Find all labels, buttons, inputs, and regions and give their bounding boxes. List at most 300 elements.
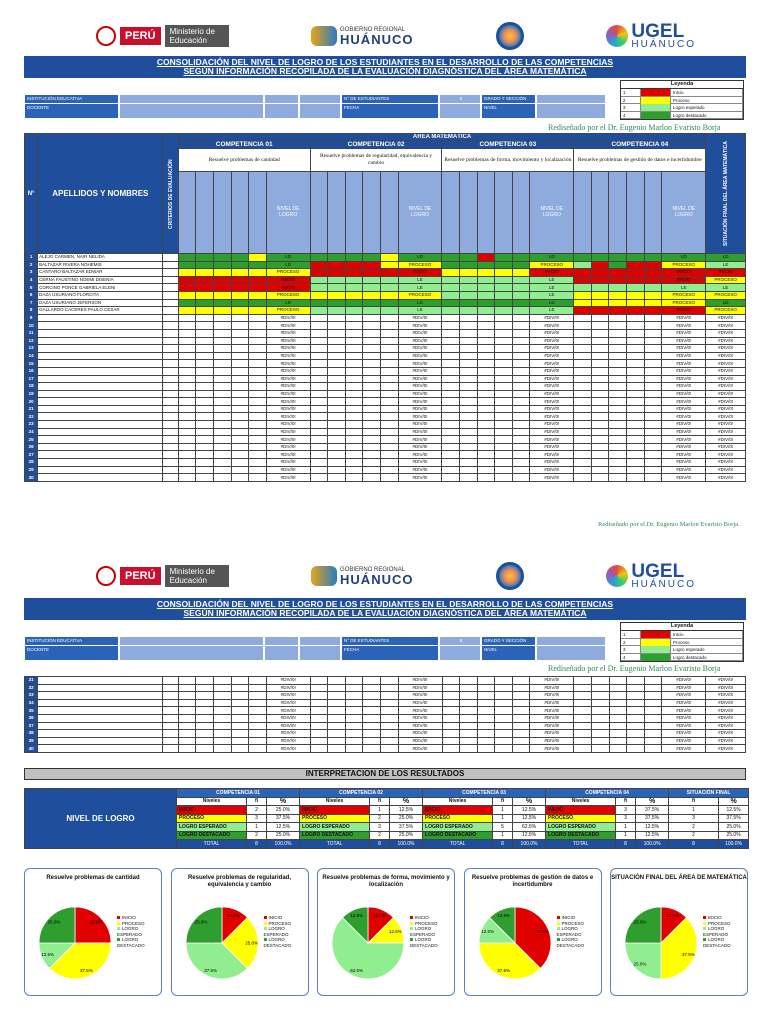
score-cell[interactable] — [477, 337, 495, 345]
score-cell[interactable] — [213, 299, 231, 307]
score-cell[interactable] — [644, 745, 662, 753]
score-cell[interactable] — [627, 737, 645, 745]
score-cell[interactable] — [442, 443, 460, 451]
score-cell[interactable] — [380, 299, 398, 307]
student-name[interactable] — [38, 337, 163, 345]
score-cell[interactable] — [442, 677, 460, 685]
score-cell[interactable] — [345, 405, 363, 413]
score-cell[interactable] — [380, 390, 398, 398]
score-cell[interactable] — [345, 413, 363, 421]
score-cell[interactable] — [231, 413, 249, 421]
score-cell[interactable] — [345, 692, 363, 700]
score-cell[interactable] — [214, 684, 232, 692]
criterio-column[interactable] — [477, 171, 495, 253]
score-cell[interactable] — [627, 261, 645, 269]
score-cell[interactable] — [460, 352, 478, 360]
score-cell[interactable] — [495, 699, 513, 707]
score-cell[interactable] — [345, 443, 363, 451]
score-cell[interactable] — [460, 413, 478, 421]
score-cell[interactable] — [477, 383, 495, 391]
student-name[interactable] — [38, 405, 163, 413]
criterio-column[interactable] — [310, 171, 328, 253]
score-cell[interactable] — [214, 737, 232, 745]
score-cell[interactable] — [627, 307, 645, 315]
score-cell[interactable] — [574, 405, 592, 413]
score-cell[interactable] — [627, 413, 645, 421]
score-cell[interactable] — [231, 375, 249, 383]
score-cell[interactable] — [178, 421, 196, 429]
score-cell[interactable] — [609, 722, 627, 730]
score-cell[interactable] — [328, 459, 346, 467]
score-cell[interactable] — [477, 737, 495, 745]
score-cell[interactable] — [310, 714, 328, 722]
score-cell[interactable] — [627, 677, 645, 685]
score-cell[interactable] — [591, 390, 609, 398]
score-cell[interactable] — [460, 677, 478, 685]
score-cell[interactable] — [477, 307, 495, 315]
score-cell[interactable] — [363, 329, 381, 337]
score-cell[interactable] — [627, 436, 645, 444]
score-cell[interactable] — [363, 459, 381, 467]
score-cell[interactable] — [310, 677, 328, 685]
score-cell[interactable] — [477, 360, 495, 368]
score-cell[interactable] — [512, 466, 530, 474]
score-cell[interactable] — [460, 722, 478, 730]
student-name[interactable] — [38, 329, 163, 337]
student-name[interactable] — [38, 474, 163, 482]
score-cell[interactable] — [495, 428, 513, 436]
score-cell[interactable] — [627, 375, 645, 383]
score-cell[interactable] — [196, 714, 214, 722]
score-cell[interactable] — [609, 745, 627, 753]
score-cell[interactable] — [380, 261, 398, 269]
score-cell[interactable] — [591, 284, 609, 292]
student-name[interactable] — [38, 466, 163, 474]
score-cell[interactable] — [477, 730, 495, 738]
score-cell[interactable] — [345, 436, 363, 444]
score-cell[interactable] — [627, 299, 645, 307]
score-cell[interactable] — [196, 307, 214, 315]
score-cell[interactable] — [477, 443, 495, 451]
score-cell[interactable] — [381, 714, 399, 722]
score-cell[interactable] — [644, 261, 662, 269]
score-cell[interactable] — [363, 436, 381, 444]
score-cell[interactable] — [627, 352, 645, 360]
student-name[interactable] — [38, 722, 163, 730]
docente-field[interactable] — [119, 645, 264, 661]
student-name[interactable] — [38, 737, 163, 745]
score-cell[interactable] — [231, 730, 249, 738]
score-cell[interactable] — [381, 730, 399, 738]
score-cell[interactable] — [574, 421, 592, 429]
score-cell[interactable] — [495, 436, 513, 444]
score-cell[interactable] — [363, 684, 381, 692]
score-cell[interactable] — [231, 337, 249, 345]
score-cell[interactable] — [196, 314, 214, 322]
criterio-column[interactable] — [178, 171, 196, 253]
score-cell[interactable] — [231, 684, 249, 692]
score-cell[interactable] — [627, 459, 645, 467]
score-cell[interactable] — [512, 699, 530, 707]
score-cell[interactable] — [328, 707, 346, 715]
student-name[interactable]: CANTARO BALTAZAR EDWAR — [38, 269, 163, 277]
score-cell[interactable] — [213, 459, 231, 467]
score-cell[interactable] — [495, 677, 513, 685]
student-name[interactable] — [38, 383, 163, 391]
score-cell[interactable] — [495, 684, 513, 692]
score-cell[interactable] — [609, 299, 627, 307]
score-cell[interactable] — [213, 398, 231, 406]
score-cell[interactable] — [644, 443, 662, 451]
score-cell[interactable] — [380, 352, 398, 360]
score-cell[interactable] — [591, 375, 609, 383]
score-cell[interactable] — [381, 722, 399, 730]
score-cell[interactable] — [249, 276, 267, 284]
score-cell[interactable] — [609, 276, 627, 284]
score-cell[interactable] — [460, 269, 478, 277]
score-cell[interactable] — [644, 421, 662, 429]
score-cell[interactable] — [574, 329, 592, 337]
score-cell[interactable] — [310, 684, 328, 692]
score-cell[interactable] — [345, 375, 363, 383]
score-cell[interactable] — [477, 428, 495, 436]
score-cell[interactable] — [213, 307, 231, 315]
score-cell[interactable] — [380, 421, 398, 429]
score-cell[interactable] — [460, 443, 478, 451]
score-cell[interactable] — [460, 428, 478, 436]
score-cell[interactable] — [328, 337, 346, 345]
score-cell[interactable] — [591, 421, 609, 429]
score-cell[interactable] — [460, 398, 478, 406]
student-name[interactable] — [38, 451, 163, 459]
score-cell[interactable] — [196, 443, 214, 451]
score-cell[interactable] — [196, 375, 214, 383]
score-cell[interactable] — [591, 684, 609, 692]
score-cell[interactable] — [345, 730, 363, 738]
criterio-column[interactable] — [249, 171, 267, 253]
score-cell[interactable] — [644, 428, 662, 436]
score-cell[interactable] — [495, 707, 513, 715]
score-cell[interactable] — [442, 261, 460, 269]
score-cell[interactable] — [213, 254, 231, 262]
score-cell[interactable] — [249, 291, 267, 299]
score-cell[interactable] — [380, 284, 398, 292]
student-name[interactable] — [38, 677, 163, 685]
score-cell[interactable] — [442, 413, 460, 421]
score-cell[interactable] — [178, 284, 196, 292]
score-cell[interactable] — [249, 254, 267, 262]
score-cell[interactable] — [178, 375, 196, 383]
score-cell[interactable] — [442, 474, 460, 482]
score-cell[interactable] — [196, 684, 214, 692]
score-cell[interactable] — [363, 443, 381, 451]
score-cell[interactable] — [591, 307, 609, 315]
fecha-field[interactable] — [439, 103, 481, 119]
student-name[interactable] — [38, 443, 163, 451]
score-cell[interactable] — [627, 692, 645, 700]
score-cell[interactable] — [627, 254, 645, 262]
score-cell[interactable] — [345, 261, 363, 269]
score-cell[interactable] — [213, 352, 231, 360]
score-cell[interactable] — [345, 254, 363, 262]
score-cell[interactable] — [213, 405, 231, 413]
score-cell[interactable] — [442, 360, 460, 368]
nivel-field[interactable] — [536, 645, 606, 661]
score-cell[interactable] — [363, 314, 381, 322]
score-cell[interactable] — [178, 707, 196, 715]
score-cell[interactable] — [310, 466, 328, 474]
score-cell[interactable] — [512, 367, 530, 375]
score-cell[interactable] — [609, 314, 627, 322]
score-cell[interactable] — [213, 451, 231, 459]
score-cell[interactable] — [442, 367, 460, 375]
score-cell[interactable] — [512, 375, 530, 383]
score-cell[interactable] — [345, 699, 363, 707]
score-cell[interactable] — [310, 459, 328, 467]
score-cell[interactable] — [574, 299, 592, 307]
score-cell[interactable] — [477, 677, 495, 685]
score-cell[interactable] — [249, 261, 267, 269]
score-cell[interactable] — [512, 269, 530, 277]
score-cell[interactable] — [609, 360, 627, 368]
score-cell[interactable] — [591, 443, 609, 451]
score-cell[interactable] — [178, 443, 196, 451]
score-cell[interactable] — [512, 745, 530, 753]
score-cell[interactable] — [196, 390, 214, 398]
score-cell[interactable] — [328, 451, 346, 459]
score-cell[interactable] — [442, 436, 460, 444]
score-cell[interactable] — [178, 254, 196, 262]
score-cell[interactable] — [512, 276, 530, 284]
score-cell[interactable] — [328, 352, 346, 360]
score-cell[interactable] — [460, 261, 478, 269]
score-cell[interactable] — [310, 314, 328, 322]
score-cell[interactable] — [328, 677, 346, 685]
score-cell[interactable] — [196, 269, 214, 277]
score-cell[interactable] — [345, 269, 363, 277]
score-cell[interactable] — [310, 307, 328, 315]
score-cell[interactable] — [591, 745, 609, 753]
score-cell[interactable] — [345, 383, 363, 391]
score-cell[interactable] — [477, 398, 495, 406]
score-cell[interactable] — [328, 254, 346, 262]
score-cell[interactable] — [644, 276, 662, 284]
score-cell[interactable] — [477, 745, 495, 753]
score-cell[interactable] — [345, 677, 363, 685]
score-cell[interactable] — [591, 261, 609, 269]
score-cell[interactable] — [363, 474, 381, 482]
score-cell[interactable] — [196, 261, 214, 269]
score-cell[interactable] — [460, 684, 478, 692]
score-cell[interactable] — [495, 367, 513, 375]
score-cell[interactable] — [213, 375, 231, 383]
score-cell[interactable] — [328, 474, 346, 482]
score-cell[interactable] — [381, 737, 399, 745]
score-cell[interactable] — [249, 352, 267, 360]
score-cell[interactable] — [574, 254, 592, 262]
score-cell[interactable] — [512, 714, 530, 722]
score-cell[interactable] — [609, 692, 627, 700]
score-cell[interactable] — [231, 459, 249, 467]
student-name[interactable] — [38, 367, 163, 375]
score-cell[interactable] — [574, 413, 592, 421]
score-cell[interactable] — [609, 707, 627, 715]
score-cell[interactable] — [512, 337, 530, 345]
score-cell[interactable] — [442, 291, 460, 299]
score-cell[interactable] — [591, 345, 609, 353]
score-cell[interactable] — [627, 398, 645, 406]
score-cell[interactable] — [249, 692, 267, 700]
score-cell[interactable] — [609, 284, 627, 292]
score-cell[interactable] — [310, 345, 328, 353]
score-cell[interactable] — [591, 451, 609, 459]
score-cell[interactable] — [495, 284, 513, 292]
score-cell[interactable] — [196, 276, 214, 284]
score-cell[interactable] — [380, 413, 398, 421]
score-cell[interactable] — [460, 360, 478, 368]
score-cell[interactable] — [196, 451, 214, 459]
score-cell[interactable] — [363, 699, 381, 707]
score-cell[interactable] — [328, 413, 346, 421]
score-cell[interactable] — [249, 413, 267, 421]
score-cell[interactable] — [345, 737, 363, 745]
student-name[interactable] — [38, 707, 163, 715]
score-cell[interactable] — [495, 443, 513, 451]
score-cell[interactable] — [231, 474, 249, 482]
score-cell[interactable] — [178, 737, 196, 745]
score-cell[interactable] — [196, 299, 214, 307]
score-cell[interactable] — [231, 360, 249, 368]
score-cell[interactable] — [213, 284, 231, 292]
score-cell[interactable] — [574, 345, 592, 353]
score-cell[interactable] — [609, 261, 627, 269]
score-cell[interactable] — [609, 269, 627, 277]
score-cell[interactable] — [574, 451, 592, 459]
score-cell[interactable] — [477, 261, 495, 269]
score-cell[interactable] — [609, 352, 627, 360]
score-cell[interactable] — [460, 307, 478, 315]
score-cell[interactable] — [574, 383, 592, 391]
score-cell[interactable] — [328, 398, 346, 406]
score-cell[interactable] — [477, 367, 495, 375]
score-cell[interactable] — [644, 699, 662, 707]
score-cell[interactable] — [512, 474, 530, 482]
score-cell[interactable] — [363, 276, 381, 284]
score-cell[interactable] — [591, 360, 609, 368]
score-cell[interactable] — [178, 692, 196, 700]
score-cell[interactable] — [328, 345, 346, 353]
score-cell[interactable] — [363, 730, 381, 738]
score-cell[interactable] — [512, 314, 530, 322]
score-cell[interactable] — [231, 269, 249, 277]
student-name[interactable] — [38, 360, 163, 368]
score-cell[interactable] — [231, 451, 249, 459]
score-cell[interactable] — [214, 714, 232, 722]
score-cell[interactable] — [249, 284, 267, 292]
score-cell[interactable] — [363, 677, 381, 685]
score-cell[interactable] — [231, 677, 249, 685]
score-cell[interactable] — [644, 474, 662, 482]
score-cell[interactable] — [363, 451, 381, 459]
score-cell[interactable] — [460, 466, 478, 474]
score-cell[interactable] — [644, 405, 662, 413]
score-cell[interactable] — [591, 291, 609, 299]
score-cell[interactable] — [574, 428, 592, 436]
score-cell[interactable] — [512, 261, 530, 269]
score-cell[interactable] — [627, 367, 645, 375]
score-cell[interactable] — [231, 367, 249, 375]
criterio-column[interactable] — [591, 171, 609, 253]
score-cell[interactable] — [310, 722, 328, 730]
criterio-column[interactable] — [644, 171, 662, 253]
score-cell[interactable] — [178, 383, 196, 391]
score-cell[interactable] — [644, 337, 662, 345]
student-name[interactable] — [38, 714, 163, 722]
score-cell[interactable] — [213, 436, 231, 444]
score-cell[interactable] — [477, 722, 495, 730]
score-cell[interactable] — [380, 398, 398, 406]
score-cell[interactable] — [345, 360, 363, 368]
score-cell[interactable] — [574, 745, 592, 753]
score-cell[interactable] — [178, 699, 196, 707]
score-cell[interactable] — [442, 322, 460, 330]
score-cell[interactable] — [644, 322, 662, 330]
score-cell[interactable] — [178, 322, 196, 330]
score-cell[interactable] — [213, 314, 231, 322]
criterio-column[interactable] — [495, 171, 513, 253]
score-cell[interactable] — [644, 269, 662, 277]
score-cell[interactable] — [363, 337, 381, 345]
score-cell[interactable] — [380, 428, 398, 436]
score-cell[interactable] — [460, 345, 478, 353]
score-cell[interactable] — [231, 254, 249, 262]
score-cell[interactable] — [249, 684, 267, 692]
score-cell[interactable] — [249, 390, 267, 398]
score-cell[interactable] — [477, 714, 495, 722]
score-cell[interactable] — [460, 314, 478, 322]
score-cell[interactable] — [178, 436, 196, 444]
score-cell[interactable] — [574, 367, 592, 375]
score-cell[interactable] — [512, 352, 530, 360]
score-cell[interactable] — [214, 745, 232, 753]
score-cell[interactable] — [574, 684, 592, 692]
score-cell[interactable] — [574, 707, 592, 715]
score-cell[interactable] — [574, 699, 592, 707]
score-cell[interactable] — [591, 677, 609, 685]
score-cell[interactable] — [460, 367, 478, 375]
score-cell[interactable] — [380, 451, 398, 459]
score-cell[interactable] — [574, 337, 592, 345]
score-cell[interactable] — [231, 329, 249, 337]
score-cell[interactable] — [477, 413, 495, 421]
score-cell[interactable] — [363, 722, 381, 730]
score-cell[interactable] — [591, 367, 609, 375]
score-cell[interactable] — [213, 360, 231, 368]
score-cell[interactable] — [495, 737, 513, 745]
score-cell[interactable] — [231, 699, 249, 707]
score-cell[interactable] — [477, 405, 495, 413]
score-cell[interactable] — [495, 360, 513, 368]
score-cell[interactable] — [231, 436, 249, 444]
criterio-column[interactable] — [380, 171, 398, 253]
score-cell[interactable] — [644, 299, 662, 307]
score-cell[interactable] — [495, 730, 513, 738]
score-cell[interactable] — [460, 745, 478, 753]
score-cell[interactable] — [495, 322, 513, 330]
score-cell[interactable] — [591, 254, 609, 262]
score-cell[interactable] — [213, 474, 231, 482]
score-cell[interactable] — [178, 360, 196, 368]
